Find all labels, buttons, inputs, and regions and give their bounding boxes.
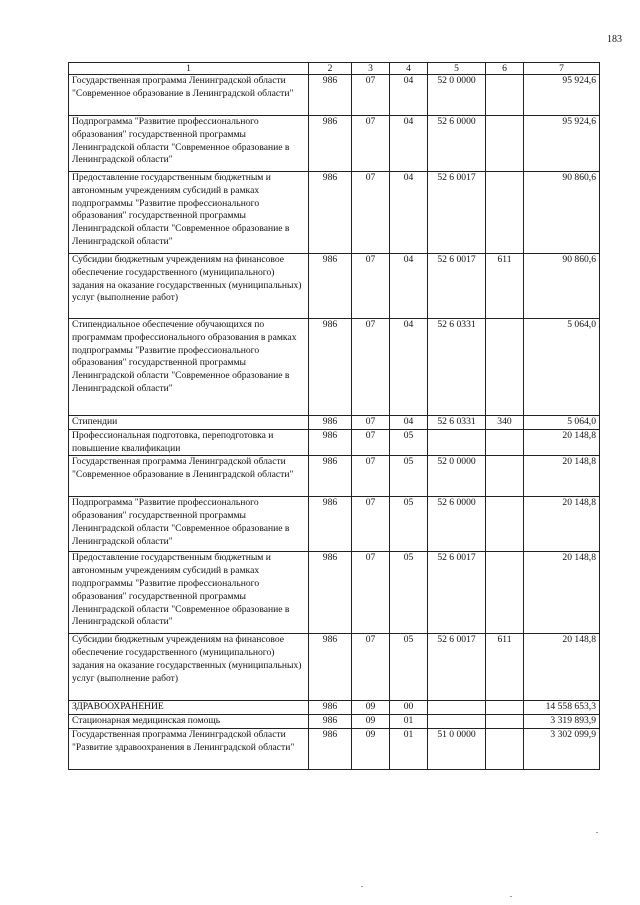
row-name: ЗДРАВООХРАНЕНИЕ [69, 701, 309, 715]
row-sum: 3 302 099,9 [524, 728, 600, 769]
row-ved: 986 [309, 429, 352, 456]
row-vr: 611 [486, 634, 524, 701]
row-rz: 07 [352, 456, 390, 497]
row-vr [486, 497, 524, 552]
row-vr: 340 [486, 416, 524, 430]
row-ved: 986 [309, 319, 352, 416]
table-header-row [69, 63, 600, 75]
header-cell: 1 [69, 63, 309, 75]
table-row [69, 75, 600, 116]
table-row [69, 715, 600, 729]
row-rz: 07 [352, 254, 390, 319]
row-vr [486, 75, 524, 116]
row-sum: 20 148,8 [524, 552, 600, 634]
row-rz: 07 [352, 497, 390, 552]
row-ved: 986 [309, 552, 352, 634]
row-pr: 05 [390, 497, 428, 552]
row-csr: 51 0 0000 [428, 728, 486, 769]
row-name: Предоставление государственным бюджетным и автономным учреждениям субсидий в рамках подпрограммы "Развитие профессионального образования" государственной программы Ленинградской области "Современное образование в Ленинградской области" [69, 552, 309, 634]
row-csr: 52 0 0000 [428, 75, 486, 116]
header-cell: 5 [428, 63, 486, 75]
table-row [69, 416, 600, 430]
row-sum: 95 924,6 [524, 75, 600, 116]
row-sum: 5 064,0 [524, 319, 600, 416]
table-row [69, 429, 600, 456]
row-name: Государственная программа Ленинградской области "Современное образование в Ленинградской области" [69, 456, 309, 497]
table-row [69, 456, 600, 497]
row-sum: 95 924,6 [524, 116, 600, 172]
row-sum: 20 148,8 [524, 497, 600, 552]
row-rz: 07 [352, 75, 390, 116]
row-name: Подпрограмма "Развитие профессионального образования" государственной программы Ленинградской области "Современное образование в Ленинградской области" [69, 497, 309, 552]
row-csr: 52 6 0017 [428, 172, 486, 254]
row-ved: 986 [309, 701, 352, 715]
table-row [69, 497, 600, 552]
row-ved: 986 [309, 75, 352, 116]
row-rz: 07 [352, 552, 390, 634]
budget-table [68, 62, 600, 770]
row-ved: 986 [309, 456, 352, 497]
row-pr: 05 [390, 456, 428, 497]
header-cell: 6 [486, 63, 524, 75]
row-pr: 01 [390, 715, 428, 729]
table-row [69, 172, 600, 254]
row-ved: 986 [309, 497, 352, 552]
row-name: Субсидии бюджетным учреждениям на финансовое обеспечение государственного (муниципального) задания на оказание государственных (муниципальных) услуг (выполнение работ) [69, 254, 309, 319]
row-name: Предоставление государственным бюджетным и автономным учреждениям субсидий в рамках подпрограммы "Развитие профессионального образования" государственной программы Ленинградской области "Современное образование в Ленинградской области" [69, 172, 309, 254]
row-pr: 05 [390, 429, 428, 456]
row-pr: 01 [390, 728, 428, 769]
row-pr: 04 [390, 116, 428, 172]
scan-speck [596, 832, 598, 833]
row-pr: 04 [390, 319, 428, 416]
row-rz: 07 [352, 416, 390, 430]
row-sum: 20 148,8 [524, 456, 600, 497]
row-pr: 04 [390, 75, 428, 116]
row-rz: 09 [352, 701, 390, 715]
row-rz: 07 [352, 429, 390, 456]
table-row [69, 634, 600, 701]
row-csr: 52 6 0331 [428, 416, 486, 430]
row-csr: 52 0 0000 [428, 456, 486, 497]
scan-speck [510, 896, 512, 897]
row-sum: 20 148,8 [524, 429, 600, 456]
row-name: Субсидии бюджетным учреждениям на финансовое обеспечение государственного (муниципального) задания на оказание государственных (муниципальных) услуг (выполнение работ) [69, 634, 309, 701]
row-vr [486, 701, 524, 715]
header-cell: 7 [524, 63, 600, 75]
row-vr: 611 [486, 254, 524, 319]
row-ved: 986 [309, 116, 352, 172]
row-csr [428, 429, 486, 456]
row-vr [486, 552, 524, 634]
row-rz: 07 [352, 116, 390, 172]
row-pr: 00 [390, 701, 428, 715]
row-name: Стипендии [69, 416, 309, 430]
row-rz: 09 [352, 715, 390, 729]
row-vr [486, 715, 524, 729]
row-vr [486, 319, 524, 416]
row-csr: 52 6 0000 [428, 116, 486, 172]
row-vr [486, 456, 524, 497]
row-ved: 986 [309, 416, 352, 430]
row-sum: 14 558 653,3 [524, 701, 600, 715]
row-vr [486, 116, 524, 172]
table-row [69, 254, 600, 319]
row-ved: 986 [309, 172, 352, 254]
table-row [69, 116, 600, 172]
row-csr: 52 6 0017 [428, 552, 486, 634]
table-row [69, 701, 600, 715]
row-pr: 05 [390, 552, 428, 634]
row-vr [486, 429, 524, 456]
row-sum: 5 064,0 [524, 416, 600, 430]
table-row [69, 728, 600, 769]
row-csr [428, 715, 486, 729]
row-ved: 986 [309, 728, 352, 769]
header-cell: 2 [309, 63, 352, 75]
row-pr: 04 [390, 416, 428, 430]
row-pr: 04 [390, 254, 428, 319]
row-csr: 52 6 0331 [428, 319, 486, 416]
row-ved: 986 [309, 254, 352, 319]
row-rz: 07 [352, 634, 390, 701]
table-row [69, 319, 600, 416]
row-csr: 52 6 0017 [428, 634, 486, 701]
row-csr: 52 6 0000 [428, 497, 486, 552]
row-ved: 986 [309, 634, 352, 701]
scan-speck [361, 886, 363, 887]
row-ved: 986 [309, 715, 352, 729]
row-name: Государственная программа Ленинградской области "Развитие здравоохранения в Ленинградской области" [69, 728, 309, 769]
row-pr: 05 [390, 634, 428, 701]
header-cell: 4 [390, 63, 428, 75]
row-csr [428, 701, 486, 715]
table-row [69, 552, 600, 634]
page-number: 183 [607, 34, 622, 45]
row-rz: 07 [352, 172, 390, 254]
row-name: Стационарная медицинская помощь [69, 715, 309, 729]
row-sum: 3 319 893,9 [524, 715, 600, 729]
row-name: Подпрограмма "Развитие профессионального образования" государственной программы Ленинградской области "Современное образование в Ленинградской области" [69, 116, 309, 172]
row-sum: 90 860,6 [524, 254, 600, 319]
row-sum: 90 860,6 [524, 172, 600, 254]
row-rz: 09 [352, 728, 390, 769]
row-sum: 20 148,8 [524, 634, 600, 701]
row-name: Государственная программа Ленинградской области "Современное образование в Ленинградской области" [69, 75, 309, 116]
row-rz: 07 [352, 319, 390, 416]
row-vr [486, 172, 524, 254]
row-name: Профессиональная подготовка, переподготовка и повышение квалификации [69, 429, 309, 456]
row-name: Стипендиальное обеспечение обучающихся по программам профессионального образования в рамках подпрограммы "Развитие профессионального образования" государственной программы Ленинградской области "Современное образование в Ленинградской области" [69, 319, 309, 416]
row-vr [486, 728, 524, 769]
row-csr: 52 6 0017 [428, 254, 486, 319]
header-cell: 3 [352, 63, 390, 75]
row-pr: 04 [390, 172, 428, 254]
